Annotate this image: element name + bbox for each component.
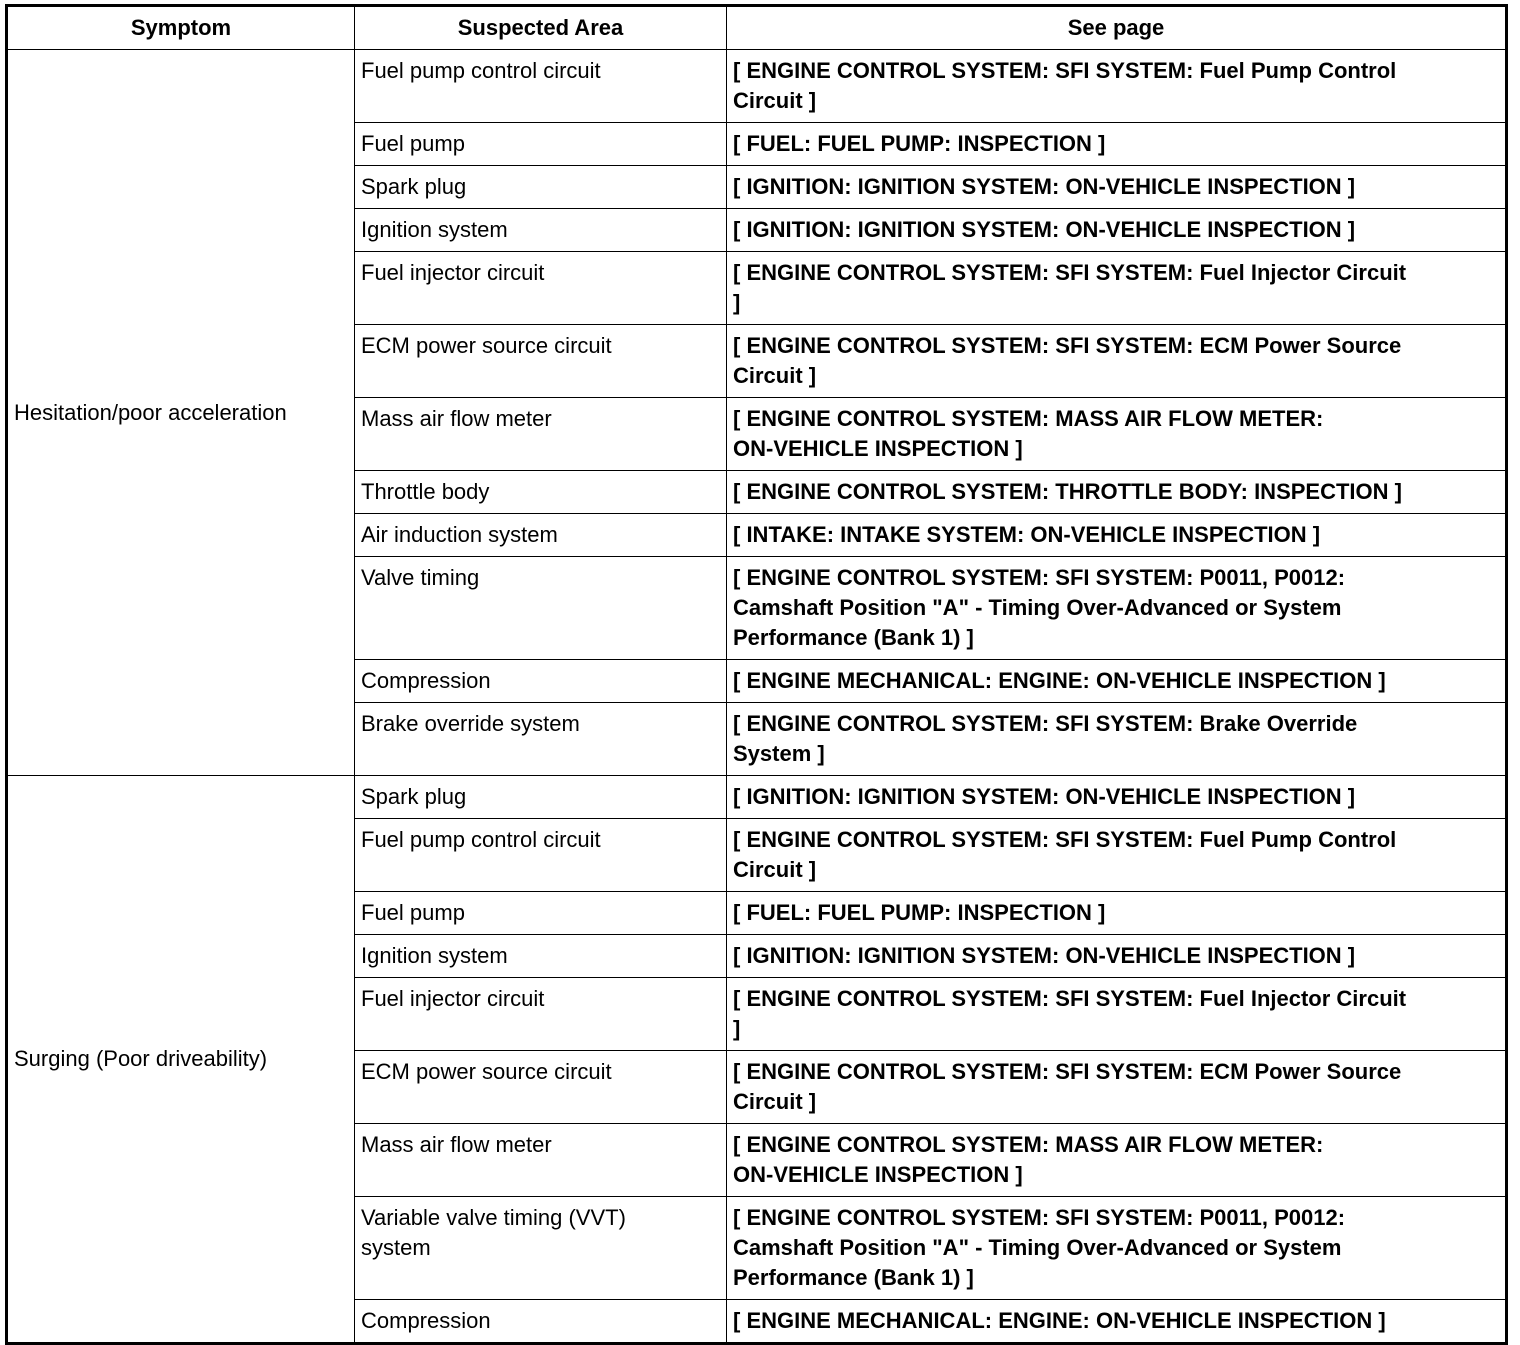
suspected-area-cell: Fuel pump control circuit: [355, 819, 727, 892]
suspected-area-cell: Spark plug: [355, 166, 727, 209]
see-page-link[interactable]: [ ENGINE CONTROL SYSTEM: SFI SYSTEM: P0011, P0012: Camshaft Position "A" - Timing Over-Advanced or System Performance (Bank 1) ]: [727, 557, 1507, 660]
suspected-area-cell: Ignition system: [355, 935, 727, 978]
suspected-area-cell: Variable valve timing (VVT) system: [355, 1197, 727, 1300]
suspected-area-cell: Compression: [355, 1300, 727, 1344]
suspected-area-cell: ECM power source circuit: [355, 1051, 727, 1124]
suspected-area-cell: Mass air flow meter: [355, 398, 727, 471]
see-page-link[interactable]: [ ENGINE CONTROL SYSTEM: MASS AIR FLOW METER: ON-VEHICLE INSPECTION ]: [727, 398, 1507, 471]
see-page-link[interactable]: [ FUEL: FUEL PUMP: INSPECTION ]: [727, 892, 1507, 935]
see-page-link[interactable]: [ IGNITION: IGNITION SYSTEM: ON-VEHICLE INSPECTION ]: [727, 776, 1507, 819]
suspected-area-cell: Throttle body: [355, 471, 727, 514]
see-page-link[interactable]: [ ENGINE CONTROL SYSTEM: SFI SYSTEM: P0011, P0012: Camshaft Position "A" - Timing Over-Advanced or System Performance (Bank 1) ]: [727, 1197, 1507, 1300]
suspected-area-cell: Brake override system: [355, 703, 727, 776]
suspected-area-cell: Valve timing: [355, 557, 727, 660]
see-page-link[interactable]: [ ENGINE MECHANICAL: ENGINE: ON-VEHICLE INSPECTION ]: [727, 660, 1507, 703]
see-page-link[interactable]: [ IGNITION: IGNITION SYSTEM: ON-VEHICLE INSPECTION ]: [727, 166, 1507, 209]
suspected-area-cell: Spark plug: [355, 776, 727, 819]
see-page-link[interactable]: [ ENGINE CONTROL SYSTEM: SFI SYSTEM: Brake Override System ]: [727, 703, 1507, 776]
see-page-link[interactable]: [ FUEL: FUEL PUMP: INSPECTION ]: [727, 123, 1507, 166]
see-page-link[interactable]: [ ENGINE CONTROL SYSTEM: SFI SYSTEM: Fuel Injector Circuit ]: [727, 978, 1507, 1051]
see-page-link[interactable]: [ ENGINE CONTROL SYSTEM: SFI SYSTEM: Fuel Injector Circuit ]: [727, 252, 1507, 325]
table-row: [7, 50, 1507, 123]
suspected-area-cell: Air induction system: [355, 514, 727, 557]
see-page-link[interactable]: [ IGNITION: IGNITION SYSTEM: ON-VEHICLE INSPECTION ]: [727, 935, 1507, 978]
header-suspected-area: Suspected Area: [355, 6, 727, 50]
see-page-link[interactable]: [ INTAKE: INTAKE SYSTEM: ON-VEHICLE INSPECTION ]: [727, 514, 1507, 557]
header-see-page: See page: [727, 6, 1507, 50]
see-page-link[interactable]: [ ENGINE MECHANICAL: ENGINE: ON-VEHICLE INSPECTION ]: [727, 1300, 1507, 1344]
symptom-cell: Surging (Poor driveability): [7, 776, 355, 1344]
see-page-link[interactable]: [ ENGINE CONTROL SYSTEM: SFI SYSTEM: Fuel Pump Control Circuit ]: [727, 50, 1507, 123]
see-page-link[interactable]: [ IGNITION: IGNITION SYSTEM: ON-VEHICLE INSPECTION ]: [727, 209, 1507, 252]
header-symptom: Symptom: [7, 6, 355, 50]
suspected-area-cell: Fuel pump control circuit: [355, 50, 727, 123]
suspected-area-cell: Ignition system: [355, 209, 727, 252]
see-page-link[interactable]: [ ENGINE CONTROL SYSTEM: SFI SYSTEM: ECM Power Source Circuit ]: [727, 325, 1507, 398]
suspected-area-cell: Fuel pump: [355, 892, 727, 935]
see-page-link[interactable]: [ ENGINE CONTROL SYSTEM: SFI SYSTEM: ECM Power Source Circuit ]: [727, 1051, 1507, 1124]
suspected-area-cell: Fuel injector circuit: [355, 978, 727, 1051]
see-page-link[interactable]: [ ENGINE CONTROL SYSTEM: MASS AIR FLOW METER: ON-VEHICLE INSPECTION ]: [727, 1124, 1507, 1197]
table-body: [7, 50, 1507, 1344]
table-row: [7, 776, 1507, 819]
troubleshooting-table: [5, 4, 1508, 1345]
suspected-area-cell: ECM power source circuit: [355, 325, 727, 398]
see-page-link[interactable]: [ ENGINE CONTROL SYSTEM: THROTTLE BODY: INSPECTION ]: [727, 471, 1507, 514]
header-row: [7, 6, 1507, 50]
see-page-link[interactable]: [ ENGINE CONTROL SYSTEM: SFI SYSTEM: Fuel Pump Control Circuit ]: [727, 819, 1507, 892]
suspected-area-cell: Fuel injector circuit: [355, 252, 727, 325]
suspected-area-cell: Mass air flow meter: [355, 1124, 727, 1197]
symptom-cell: Hesitation/poor acceleration: [7, 50, 355, 776]
suspected-area-cell: Compression: [355, 660, 727, 703]
suspected-area-cell: Fuel pump: [355, 123, 727, 166]
